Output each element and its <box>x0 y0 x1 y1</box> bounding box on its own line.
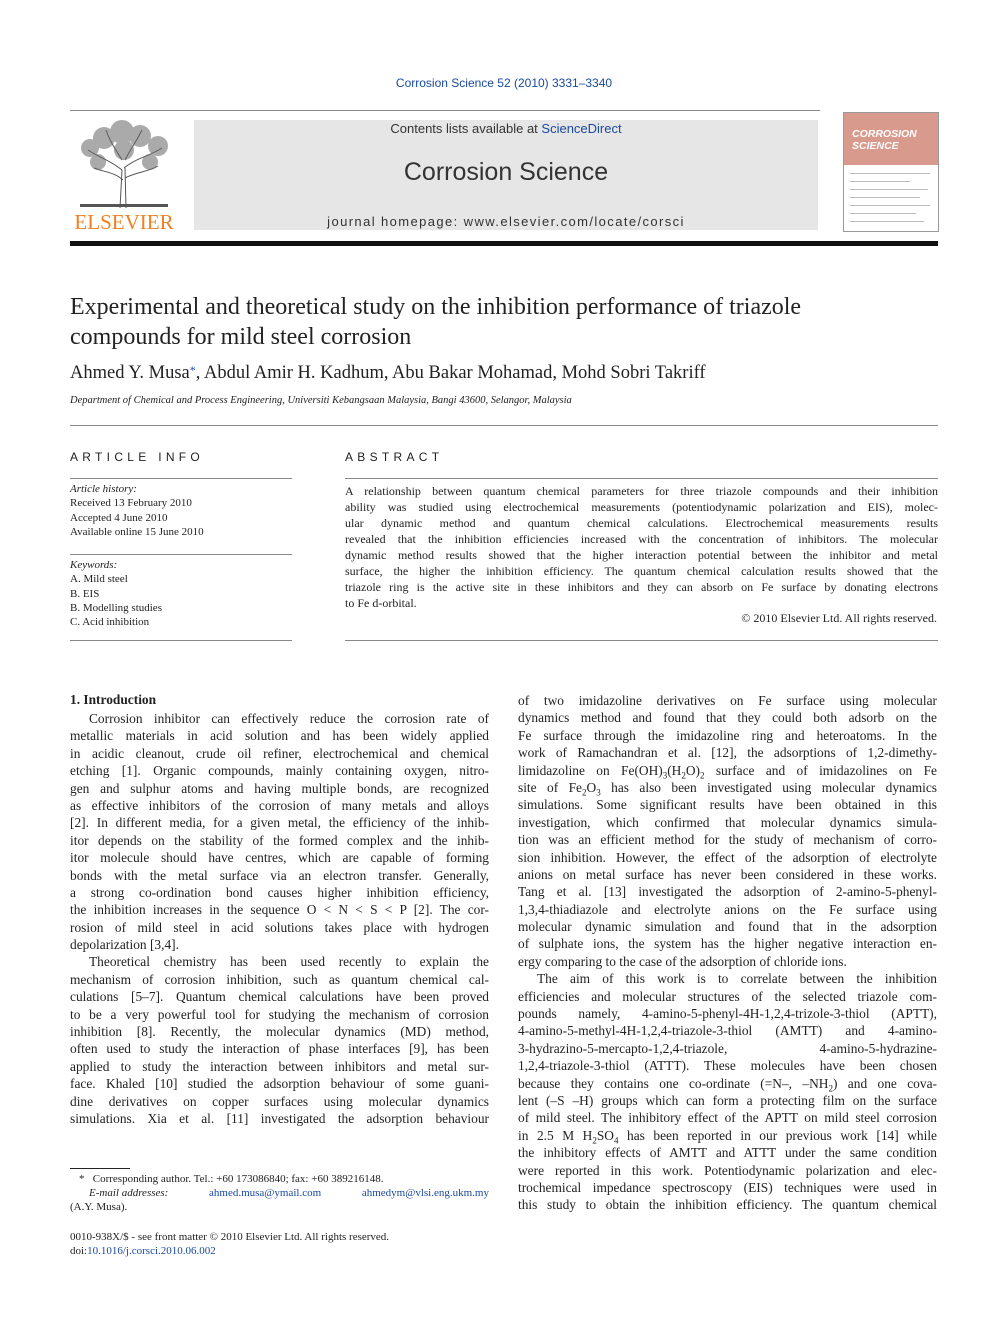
body-line: itor molecule should have centres, which are capable of forming <box>70 850 489 866</box>
body-line: rosion of mild steel in acid solutions takes place with hydrogen <box>70 919 489 935</box>
body-line: of mild steel. The inhibitory effect of the APTT on mild steel corrosion <box>518 1110 937 1126</box>
email-link-2[interactable]: ahmedym@vlsi.eng.ukm.my <box>361 1187 489 1199</box>
abstract-divider <box>345 478 938 479</box>
body-line: as effective inhibitors of the corrosion of many metals and alloys <box>70 797 489 813</box>
body-line: lent (–S –H) groups which can form a protecting film on the surface <box>518 1092 937 1108</box>
page-footer <box>70 1230 510 1258</box>
body-line: face. Khaled [10] studied the adsorption behaviour of some guani- <box>70 1076 489 1092</box>
online-date: Available online 15 June 2010 <box>70 525 204 538</box>
body-line: often used to study the interaction of phase interfaces [9], has been <box>70 1041 489 1057</box>
body-line: 4-amino-5-methyl-4H-1,2,4-triazole-3-thiol (AMTT) and 4-amino- <box>518 1023 937 1039</box>
doi-line <box>70 1244 510 1258</box>
body-line: simulations. Xia et al. [11] investigated the adsorption behaviour <box>70 1110 489 1126</box>
abstract-line: triazole ring is the active site in these inhibitors and they can absorb on Fe surface by donating electrons <box>345 580 938 594</box>
body-line: site of $Fe_2O_3$ has also been investigated using molecular dynamics <box>518 779 937 798</box>
body-line: in acidic cleanout, crude oil refiner, electrochemical and chemical <box>70 745 489 761</box>
body-line: culations [5–7]. Quantum chemical calculations have been proved <box>70 989 489 1005</box>
body-line: Corrosion inhibitor can effectively reduce the corrosion rate of <box>89 711 489 726</box>
body-line: dine derivatives on copper surfaces using molecular dynamics <box>70 1093 489 1109</box>
article-info-heading: ARTICLE INFO <box>70 450 205 464</box>
elsevier-logo[interactable] <box>70 120 178 232</box>
cover-text-line <box>850 205 930 206</box>
section-heading-introduction: 1. Introduction <box>70 692 157 707</box>
body-line: anions on metal surface has never been considered in these works. <box>518 866 937 882</box>
body-line: inhibition [8]. Recently, the molecular dynamics (MD) method, <box>70 1024 489 1040</box>
doi-label: doi: <box>70 1245 88 1257</box>
body-line: tion was an efficient method for the study of mechanism of corro- <box>518 832 937 848</box>
body-line: the inhibitory effects of AMTT and ATTT under the same condition <box>518 1145 937 1161</box>
body-line: investigation, which confirmed that molecular dynamics simula- <box>518 814 937 830</box>
footnote-mark: * <box>79 1173 85 1185</box>
abstract-line: dynamic method results showed that the higher interaction potential between the inhibitor and metal <box>345 548 938 562</box>
header-thick-rule <box>70 241 938 246</box>
header-divider <box>70 110 820 111</box>
info-divider <box>70 554 292 555</box>
body-line: pounds namely, 4-amino-5-phenyl-4H-1,2,4-trizole-3-thiol (APTT), <box>518 1006 937 1022</box>
body-line: itor depends on the stability of the formed complex and the inhib- <box>70 832 489 848</box>
elsevier-wordmark: ELSEVIER <box>74 210 174 234</box>
body-line: because they contains one co-ordinate (=N–, $-NH_2$) and one cova- <box>518 1075 937 1094</box>
abstract-line: to Fe d-orbital. <box>345 596 417 610</box>
email-owner: (A.Y. Musa). <box>70 1201 128 1213</box>
cover-text-line <box>850 189 928 190</box>
body-line: applied to study the interaction between inhibitors and metal sur- <box>70 1058 489 1074</box>
body-line: mechanism of corrosion inhibition, such as quantum chemical cal- <box>70 971 489 987</box>
keywords-label: Keywords: <box>70 559 118 571</box>
journal-homepage <box>194 214 818 229</box>
cover-text-line <box>850 221 924 222</box>
body-line: efficiencies and molecular structures of the selected triazole com- <box>518 988 937 1004</box>
abstract-divider <box>345 640 938 641</box>
cover-text-line <box>850 197 920 198</box>
section-divider <box>70 425 938 426</box>
corresponding-author-mark[interactable]: * <box>189 363 196 377</box>
body-line: ergy comparing to the case of the adsorption of chloride ions. <box>518 953 847 969</box>
accepted-date: Accepted 4 June 2010 <box>70 511 168 524</box>
body-line: bonds with the metal surface via an electron transfer. Generally, <box>70 867 489 883</box>
body-line: Fe surface through the imidazoline ring and heteroatoms. In the <box>518 727 937 743</box>
journal-name: Corrosion Science <box>403 158 609 186</box>
body-line: limidazoline on $Fe(OH)_3(H_2O)_2$ surface and of imidazolines on Fe <box>518 762 938 781</box>
keywords-block <box>70 558 292 629</box>
elsevier-tree-icon <box>70 120 178 210</box>
keyword-item: B. Modelling studies <box>70 601 162 614</box>
body-line: of two imidazoline derivatives on Fe surface using molecular <box>518 693 937 708</box>
homepage-prefix: journal homepage: <box>327 214 464 229</box>
abstract-line: surface, the higher the inhibition efficiency. The quantum chemical calculation results showed that the <box>345 564 938 578</box>
body-line: etching [1]. Organic compounds, mainly containing oxygen, nitro- <box>70 763 489 779</box>
abstract-line: revealed that the inhibition efficiencies increased with the concentration of inhibitors. The molecular <box>345 532 938 546</box>
body-line: metallic materials in acid solution and has been widely applied <box>70 728 489 744</box>
body-line: to be a very powerful tool for studying the mechanism of corrosion <box>70 1006 489 1022</box>
body-line: 1,2,4-triazole-3-thiol (ATTT). These molecules have been chosen <box>518 1058 937 1074</box>
cover-text-line <box>850 181 910 182</box>
info-divider <box>70 478 292 479</box>
abstract-heading: ABSTRACT <box>345 450 444 464</box>
journal-citation[interactable]: Corrosion Science 52 (2010) 3331–3340 <box>395 76 613 90</box>
footnote-emails <box>70 1186 489 1200</box>
cover-title-line2: SCIENCE <box>852 140 899 152</box>
cover-text-line <box>850 173 930 174</box>
body-line: gen and sulphur atoms and having multiple bonds, are recognized <box>70 780 489 796</box>
copyright-notice: © 2010 Elsevier Ltd. All rights reserved. <box>741 611 937 625</box>
footnote-corresponding: Corresponding author. Tel.: +60 173086840; fax: +60 389216148. <box>92 1173 384 1185</box>
body-line: [2]. In different media, for a given metal, the efficiency of the inhib- <box>70 815 489 831</box>
other-authors: , Abdul Amir H. Kadhum, Abu Bakar Mohamad, Mohd Sobri Takriff <box>195 363 706 383</box>
body-line: Theoretical chemistry has been used recently to explain the <box>89 954 489 970</box>
journal-cover-thumbnail[interactable] <box>843 112 939 232</box>
body-line: a strong co-ordination bond causes higher inhibition efficiency, <box>70 884 489 900</box>
body-line: 1,3,4-thiadiazole and electrolyte anions on the Fe surface using <box>518 901 937 917</box>
abstract-line: ability was studied using electrochemical measurements (potentiodynamic polarization and EIS), molec- <box>345 500 938 514</box>
keyword-item: B. EIS <box>70 587 100 600</box>
body-line: the inhibition increases in the sequence O < N < S < P [2]. The cor- <box>70 902 489 918</box>
email-link-1[interactable]: ahmed.musa@ymail.com <box>209 1187 322 1199</box>
received-date: Received 13 February 2010 <box>70 497 192 510</box>
keyword-item: C. Acid inhibition <box>70 616 150 629</box>
body-line: depolarization [3,4]. <box>70 937 179 953</box>
body-line: trochemical impedance spectroscopy (EIS) techniques were used in <box>518 1179 937 1195</box>
article-title <box>70 292 950 352</box>
body-column-right <box>518 692 937 1214</box>
body-line: simulations. Some significant results have been obtained in this <box>518 797 937 813</box>
footnote-rule <box>70 1168 130 1169</box>
author-affiliation: Department of Chemical and Process Engineering, Universiti Kebangsaan Malaysia, Bangi 43600, Selangor, Malaysia <box>70 395 572 406</box>
body-line: sion inhibition. However, the effect of the adsorption of electrolyte <box>518 849 937 865</box>
body-line: were reported in this work. Potentiodynamic polarization and elec- <box>518 1162 937 1178</box>
contents-prefix: Contents lists available at <box>390 121 542 136</box>
title-line-1: Experimental and theoretical study on the inhibition performance of triazole <box>70 294 802 320</box>
corresponding-author-footnote <box>70 1172 489 1214</box>
body-line: Tang et al. [13] investigated the adsorption of 2-amino-5-phenyl- <box>518 884 937 900</box>
issn-line: 0010-938X/$ - see front matter © 2010 Elsevier Ltd. All rights reserved. <box>70 1231 390 1243</box>
author-list <box>70 363 706 384</box>
cover-title-line1: CORROSION <box>852 128 917 140</box>
email-label: E-mail addresses: <box>89 1187 169 1199</box>
author-name: Ahmed Y. Musa <box>70 363 190 383</box>
body-column-left <box>70 710 489 1127</box>
sciencedirect-link[interactable]: ScienceDirect <box>541 121 622 136</box>
body-line: of sulphate ions, the system has the higher negative interaction en- <box>518 936 937 952</box>
history-label: Article history: <box>70 483 137 495</box>
article-history <box>70 482 292 539</box>
body-line: The aim of this work is to correlate between the inhibition <box>537 971 937 987</box>
body-line: this study to obtain the inhibition efficiency. The quantum chemical <box>518 1197 937 1213</box>
abstract-line: A relationship between quantum chemical parameters for three triazole compounds and their inhibition <box>345 484 938 498</box>
body-line: molecular dynamic simulation and found that in the adsorption <box>518 919 937 935</box>
info-divider <box>70 640 292 641</box>
doi-link[interactable]: 10.1016/j.corsci.2010.06.002 <box>87 1245 216 1257</box>
body-line: work of Ramachandran et al. [12], the adsorptions of 1,2-dimethy- <box>518 745 937 761</box>
abstract-line: ular dynamic method and quantum chemical calculations. Electrochemical measurements results <box>345 516 938 530</box>
body-line: in 2.5 M $H_2SO_4$ has been reported in our previous work [14] while <box>518 1127 937 1146</box>
body-line: dynamics method and found that they could both adsorb on the <box>518 710 937 726</box>
title-line-2: compounds for mild steel corrosion <box>70 324 412 350</box>
footnote-line <box>70 1172 489 1186</box>
homepage-url[interactable]: www.elsevier.com/locate/corsci <box>463 214 685 229</box>
body-line: 3-hydrazino-5-mercapto-1,2,4-triazole, 4-amino-5-hydrazine- <box>518 1040 937 1056</box>
contents-line <box>194 121 818 136</box>
cover-title <box>852 128 917 152</box>
cover-text-line <box>850 213 916 214</box>
keyword-item: A. Mild steel <box>70 573 128 586</box>
abstract-text <box>345 483 938 611</box>
